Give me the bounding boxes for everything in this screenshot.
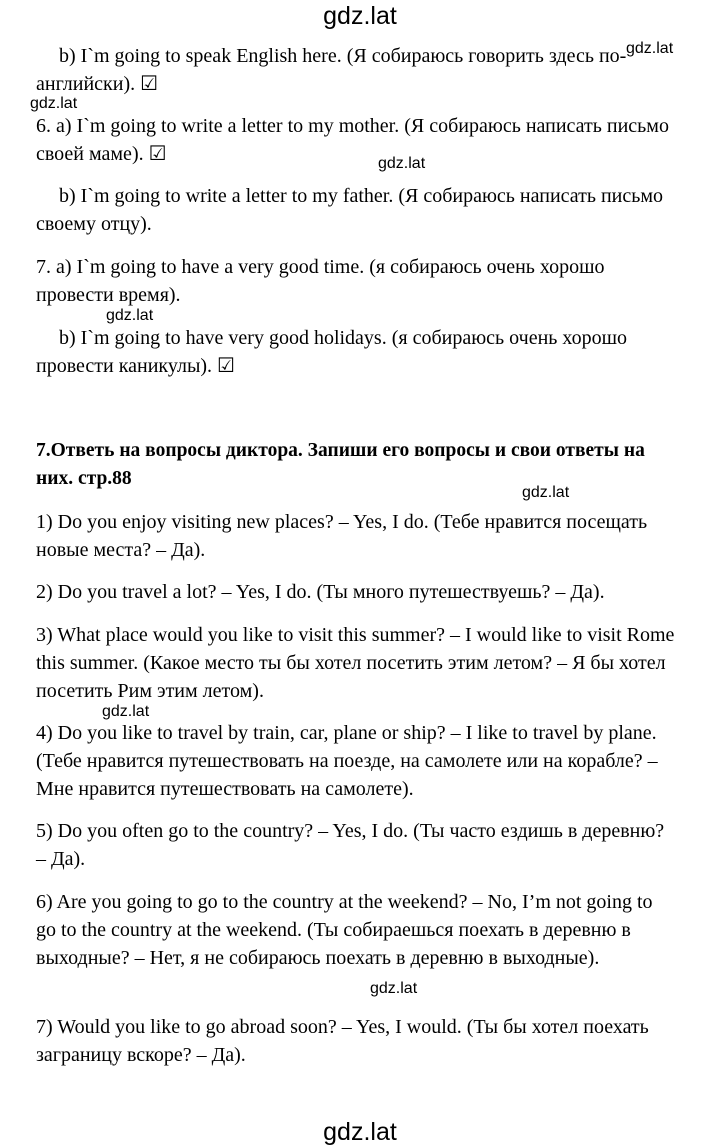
watermark: gdz.lat xyxy=(106,307,154,324)
section-heading: 7.Ответь на вопросы диктора. Запиши его вопросы и свои ответы на них. стр.88 xyxy=(36,440,645,489)
watermark: gdz.lat xyxy=(30,95,78,112)
watermark: gdz.lat xyxy=(626,40,674,57)
answer-item: 2) Do you travel a lot? – Yes, I do. (Ты много путешествуешь? – Да). xyxy=(36,581,605,603)
sentence-7b: b) I`m going to have very good holidays. (я собираюсь очень хорошо провести каникулы). ☑ xyxy=(36,327,628,377)
answer-item: 1) Do you enjoy visiting new places? – Yes, I do. (Тебе нравится посещать новые места? – Да). xyxy=(36,511,648,561)
answer-item: 4) Do you like to travel by train, car, plane or ship? – I like to travel by plane. (Тебе нравится путешествовать на поезде, на самолете или на корабле? – Мне нравится путешествовать на самолете). xyxy=(36,722,658,800)
sentence-6b: b) I`m going to write a letter to my father. (Я собираюсь написать письмо своему отцу). xyxy=(36,185,664,235)
sentence-6a: 6. a) I`m going to write a letter to my mother. (Я собираюсь написать письмо своей маме). ☑ xyxy=(36,115,669,165)
sentence-5b: b) I`m going to speak English here. (Я собираюсь говорить здесь по-английски). ☑ xyxy=(36,45,627,95)
sentence-7a: 7. a) I`m going to have a very good time. (я собираюсь очень хорошо провести время). xyxy=(36,256,605,306)
watermark: gdz.lat xyxy=(102,703,150,720)
watermark: gdz.lat xyxy=(522,484,570,501)
watermark-top: gdz.lat xyxy=(323,2,397,30)
answer-item: 7) Would you like to go abroad soon? – Yes, I would. (Ты бы хотел поехать заграницу вскоре? – Да). xyxy=(36,1016,649,1066)
answer-item: 3) What place would you like to visit this summer? – I would like to visit Rome this summer. (Какое место ты бы хотел посетить этим летом? – Я бы хотел посетить Рим этим летом). xyxy=(36,624,675,702)
watermark: gdz.lat xyxy=(370,980,418,997)
answer-item: 5) Do you often go to the country? – Yes, I do. (Ты часто ездишь в деревню? – Да). xyxy=(36,820,665,870)
answer-item: 6) Are you going to go to the country at the weekend? – No, I’m not going to go to the country at the weekend. (Ты собираешься поехать в деревню в выходные? – Нет, я не собираюсь поехать в деревню в выходные). xyxy=(36,891,653,969)
watermark-bottom: gdz.lat xyxy=(323,1118,397,1146)
watermark: gdz.lat xyxy=(378,155,426,172)
